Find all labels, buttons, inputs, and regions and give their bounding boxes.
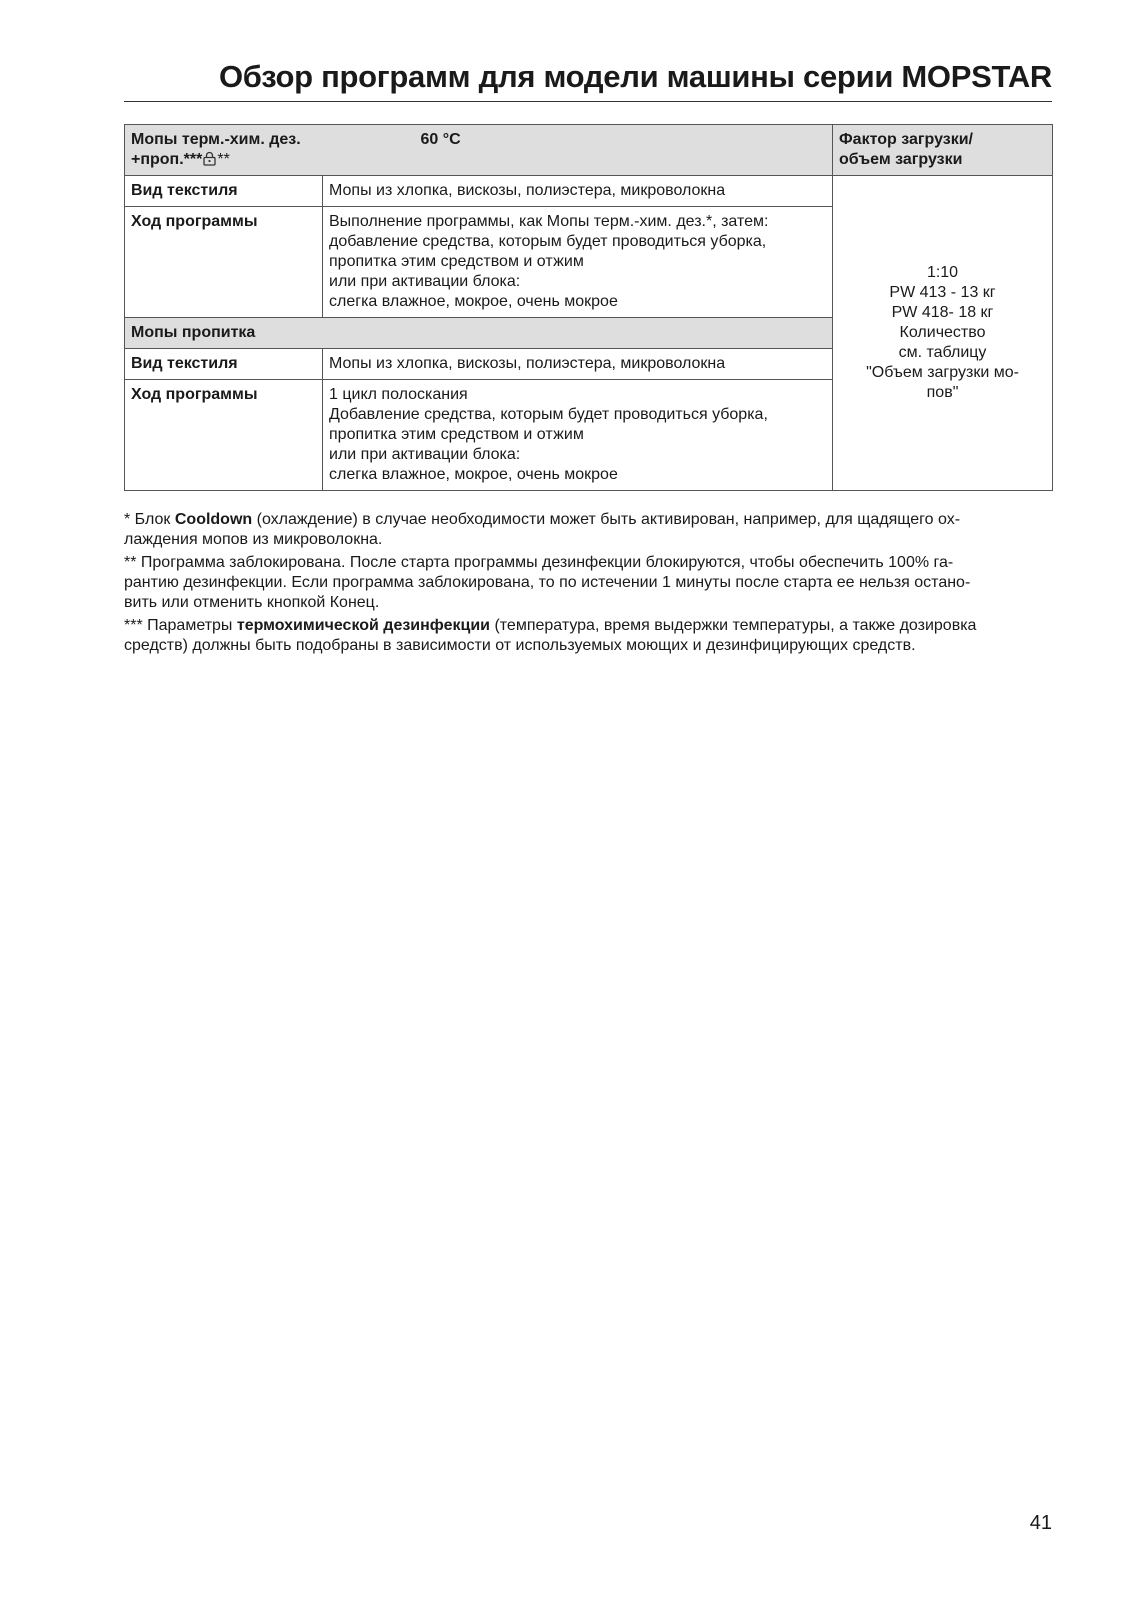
footnotes — [124, 510, 1054, 659]
table-row — [125, 176, 1053, 207]
row-label: Ход программы — [125, 207, 323, 318]
footnote-line: рантию дезинфекции. Если программа заблокирована, то по истечении 1 минуты после старта ее нельзя остано- — [124, 574, 971, 591]
row-value — [323, 349, 833, 380]
footnote-disinfection — [124, 616, 1054, 656]
load-line: "Объем загрузки мо- — [866, 364, 1019, 381]
row-line: или при активации блока: — [329, 446, 521, 463]
row-line: Мопы из хлопка, вискозы, полиэстера, микроволокна — [329, 355, 726, 372]
row-line: или при активации блока: — [329, 273, 521, 290]
footnote-bold: термохимической дезинфекции — [236, 617, 490, 634]
footnote-line: лаждения мопов из микроволокна. — [124, 531, 383, 548]
row-value — [323, 176, 833, 207]
lock-icon — [203, 151, 216, 166]
title-divider — [124, 101, 1052, 102]
program-temperature: 60 °C — [420, 131, 461, 148]
program-temperature-cell — [415, 318, 833, 349]
program-name-prefix: +проп.*** — [131, 151, 203, 168]
row-value — [323, 380, 833, 491]
row-line: слегка влажное, мокрое, очень мокрое — [329, 466, 618, 483]
row-label: Вид текстиля — [125, 349, 323, 380]
load-header-line1: Фактор загрузки/ — [839, 131, 973, 148]
row-line: Мопы из хлопка, вискозы, полиэстера, микроволокна — [329, 182, 726, 199]
row-line: Добавление средства, которым будет проводиться уборка, — [329, 406, 768, 423]
row-label: Вид текстиля — [125, 176, 323, 207]
row-value — [323, 207, 833, 318]
footnote-line: вить или отменить кнопкой Конец. — [124, 594, 380, 611]
load-line: Количество — [899, 324, 986, 341]
load-factor-cell — [833, 176, 1053, 491]
footnote-text: (температура, время выдержки температуры, а также дозировка — [490, 617, 977, 634]
program-name-line1: Мопы терм.-хим. дез. — [131, 131, 301, 148]
program-table — [124, 124, 1053, 491]
load-line: 1:10 — [926, 264, 959, 281]
footnote-line — [124, 510, 1054, 530]
row-line: Выполнение программы, как Мопы терм.-хим. дез.*, затем: — [329, 213, 769, 230]
row-line: слегка влажное, мокрое, очень мокрое — [329, 293, 618, 310]
load-line: см. таблицу — [898, 344, 987, 361]
footnote-text: *** Параметры — [124, 617, 237, 634]
row-line: пропитка этим средством и отжим — [329, 426, 584, 443]
row-line: добавление средства, которым будет проводиться уборка, — [329, 233, 767, 250]
program-name-cell — [125, 125, 415, 176]
row-line: пропитка этим средством и отжим — [329, 253, 584, 270]
footnote-line: средств) должны быть подобраны в зависимости от используемых моющих и дезинфицирующих средств. — [124, 637, 916, 654]
row-label: Ход программы — [125, 380, 323, 491]
footnote-line: ** Программа заблокирована. После старта программы дезинфекции блокируются, чтобы обеспечить 100% га- — [124, 554, 954, 571]
load-header-line2: объем загрузки — [839, 151, 963, 168]
load-line: PW 418- 18 кг — [891, 304, 994, 321]
program-name-suffix: ** — [217, 151, 230, 168]
load-line: PW 413 - 13 кг — [889, 284, 996, 301]
footnote-cooldown — [124, 510, 1054, 550]
footnote-line — [124, 616, 1054, 636]
program-name-cell: Мопы пропитка — [125, 318, 415, 349]
program-name-line2 — [131, 150, 409, 170]
program-temperature-cell — [415, 125, 833, 176]
page-title: Обзор программ для модели машины серии MOPSTAR — [218, 59, 1052, 94]
footnote-text: * Блок — [124, 511, 175, 528]
load-header-cell — [833, 125, 1053, 176]
footnote-locked — [124, 553, 1054, 613]
page-number: 41 — [1029, 1512, 1052, 1534]
footnote-bold: Cooldown — [174, 511, 253, 528]
program-header-row — [125, 125, 1053, 176]
load-line: пов" — [926, 384, 959, 401]
row-line: 1 цикл полоскания — [329, 386, 468, 403]
footnote-text: (охлаждение) в случае необходимости может быть активирован, например, для щадящего ох- — [252, 511, 961, 528]
